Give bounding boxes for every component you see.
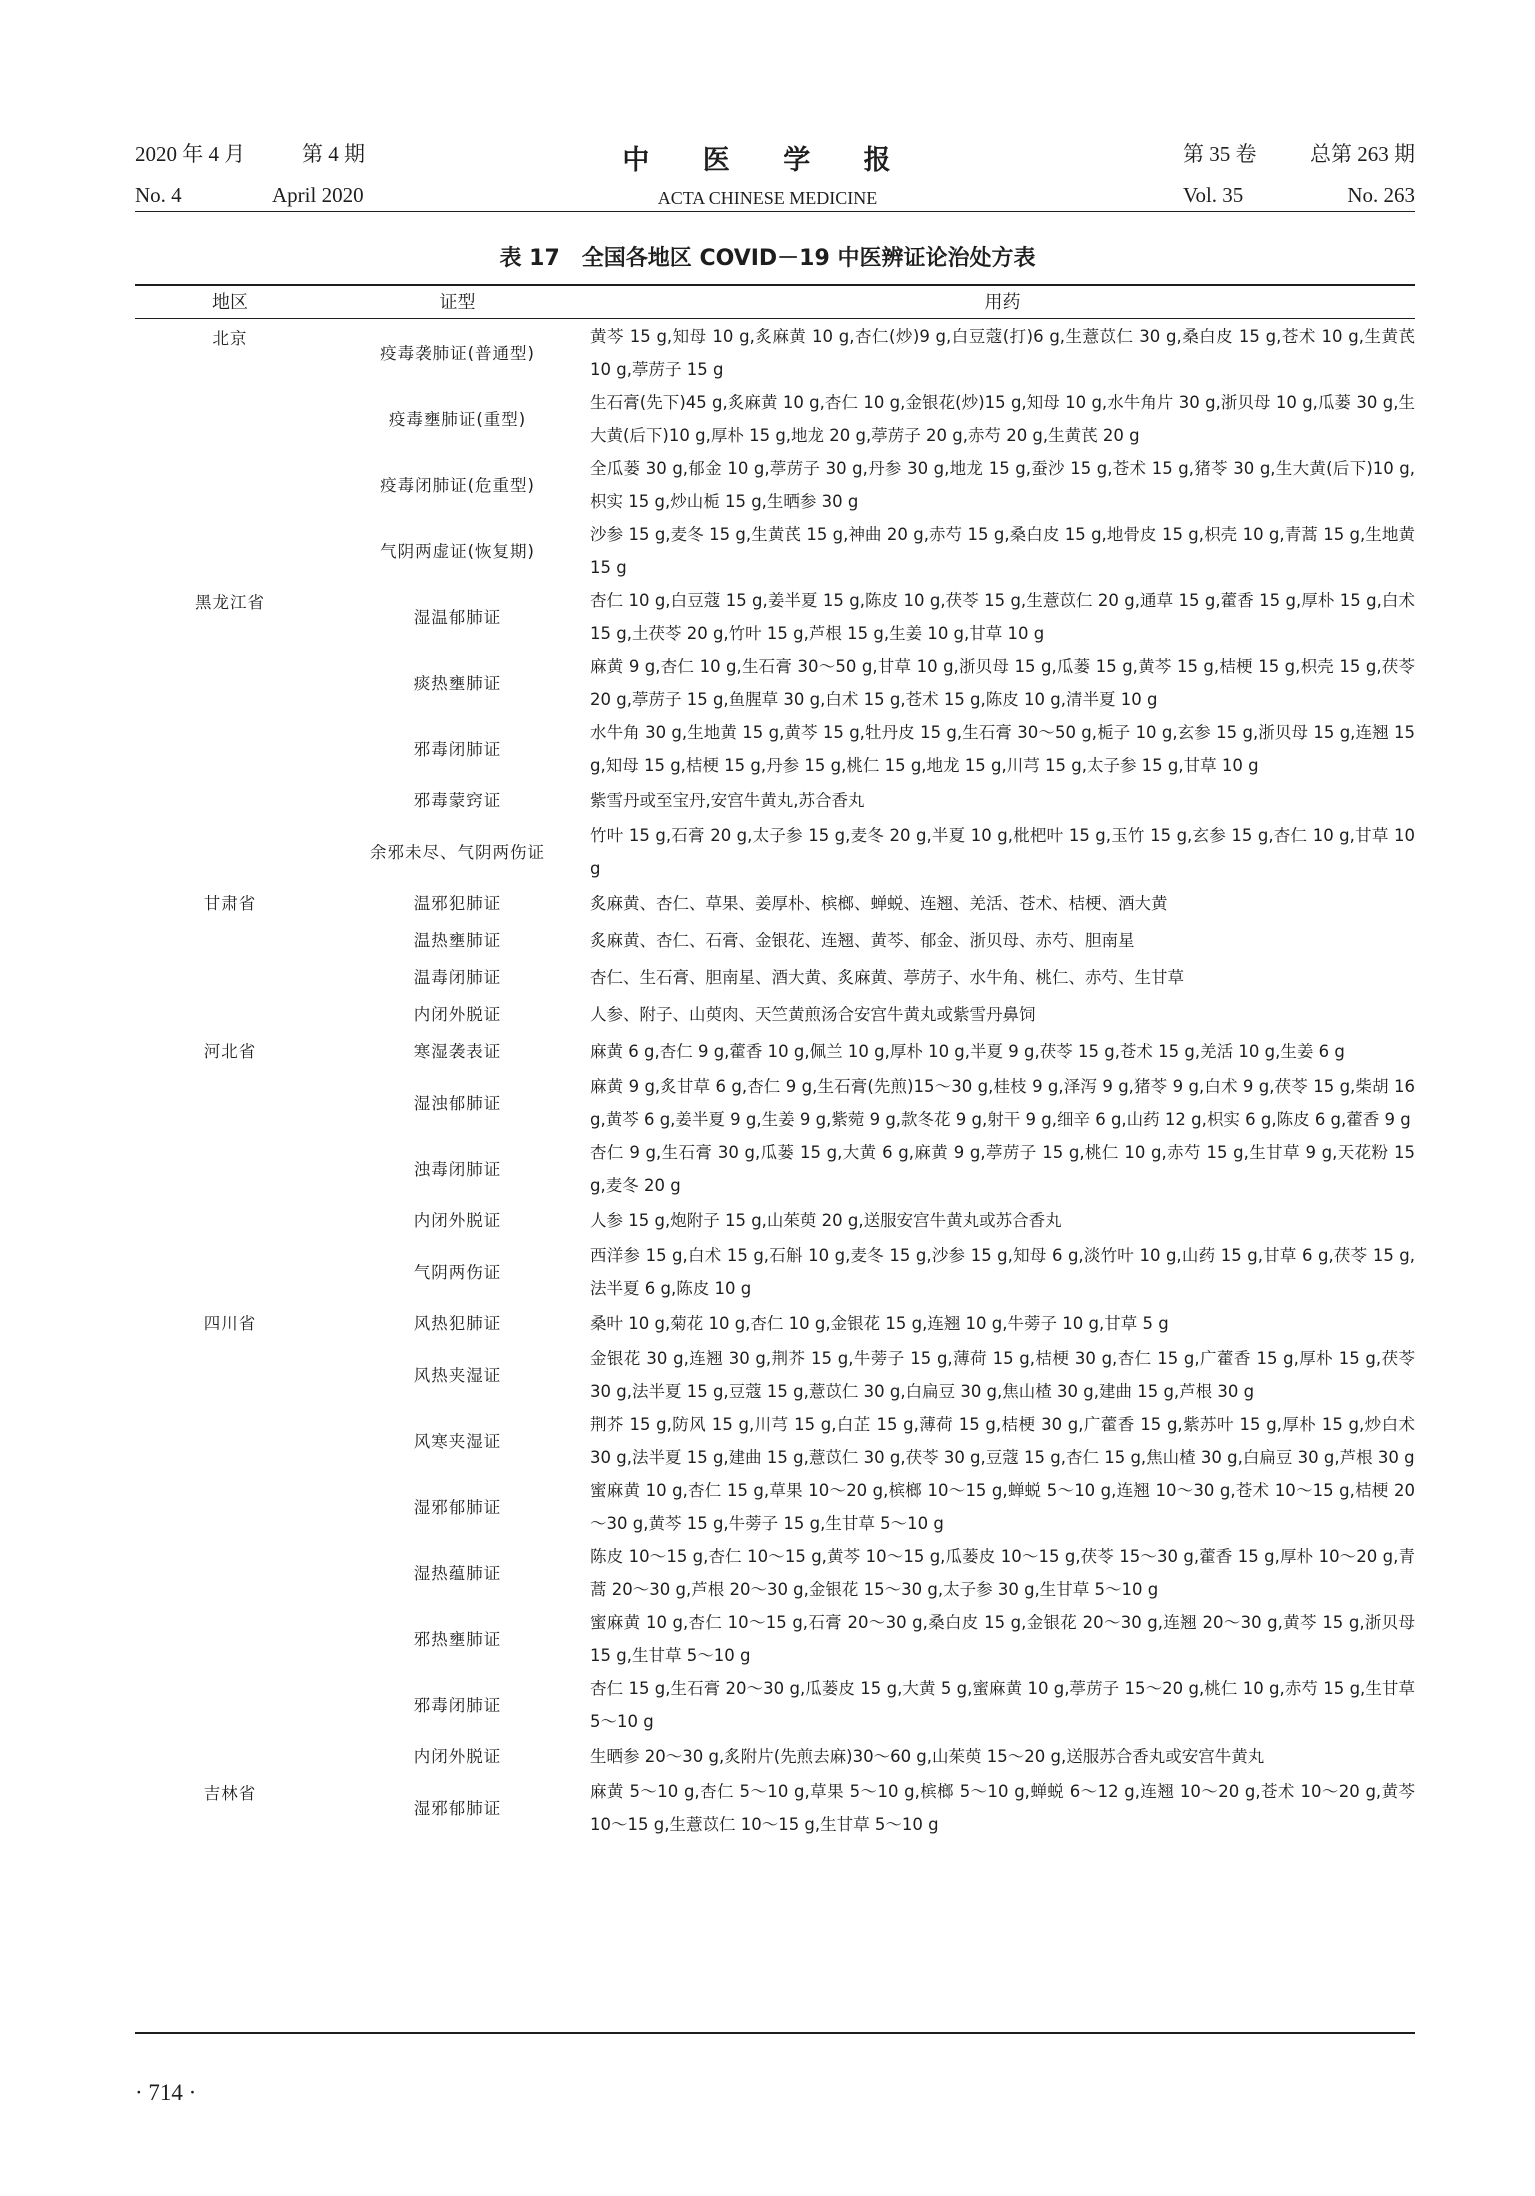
journal-subtitle: ACTA CHINESE MEDICINE xyxy=(657,188,878,208)
medicine-cell: 生晒参 20～30 g,炙附片(先煎去麻)30～60 g,山茱萸 15～20 g,送服苏合香丸或安宫牛黄丸 xyxy=(590,1747,1265,1766)
medicine-cell: 蜜麻黄 10 g,杏仁 15 g,草果 10～20 g,槟榔 10～15 g,蝉蜕 5～10 g,连翘 10～30 g,苍术 10～15 g,桔梗 20～30 g,黄芩 15 g,牛蒡子 15 g,生甘草 5～10 g xyxy=(590,1481,1415,1533)
table-body xyxy=(135,320,1415,1841)
table-row xyxy=(135,1474,1415,1540)
region-cell: 吉林省 xyxy=(203,1784,257,1803)
syndrome-cell: 内闭外脱证 xyxy=(413,1747,502,1766)
header-rule xyxy=(135,211,1415,212)
medicine-cell: 炙麻黄、杏仁、草果、姜厚朴、槟榔、蝉蜕、连翘、羌活、苍术、桔梗、酒大黄 xyxy=(590,894,1168,913)
medicine-cell: 杏仁、生石膏、胆南星、酒大黄、炙麻黄、葶苈子、水牛角、桃仁、赤芍、生甘草 xyxy=(590,968,1184,987)
table-row xyxy=(135,1540,1415,1606)
table-row xyxy=(135,584,1415,650)
column-header-medicine: 用药 xyxy=(984,292,1021,313)
syndrome-cell: 风热夹湿证 xyxy=(413,1365,502,1385)
table-row xyxy=(135,1606,1415,1672)
header-total-no-en: No. 263 xyxy=(1347,183,1415,207)
syndrome-cell: 内闭外脱证 xyxy=(413,1005,502,1024)
region-cell: 甘肃省 xyxy=(203,894,257,913)
table-header-rule xyxy=(135,318,1415,319)
medicine-cell: 炙麻黄、杏仁、石膏、金银花、连翘、黄芩、郁金、浙贝母、赤芍、胆南星 xyxy=(590,931,1135,950)
header-no-en: No. 4 xyxy=(135,183,182,207)
syndrome-cell: 邪毒闭肺证 xyxy=(413,1695,502,1715)
syndrome-cell: 浊毒闭肺证 xyxy=(413,1159,502,1179)
table-row xyxy=(135,1033,1415,1070)
table-caption: 表 17 全国各地区 COVID－19 中医辨证论治处方表 xyxy=(499,246,1036,271)
table-row xyxy=(135,1738,1415,1775)
table-row xyxy=(135,518,1415,584)
table-row xyxy=(135,1408,1415,1474)
medicine-cell: 水牛角 30 g,生地黄 15 g,黄芩 15 g,牡丹皮 15 g,生石膏 30～50 g,栀子 10 g,玄参 15 g,浙贝母 15 g,连翘 15 g,知母 15 g,桔梗 15 g,丹参 15 g,桃仁 15 g,地龙 15 g,川芎 15 g,太子参 15 g,甘草 10 g xyxy=(590,723,1415,775)
syndrome-cell: 风热犯肺证 xyxy=(413,1314,502,1333)
header-total-issue-cn: 总第 263 期 xyxy=(1310,142,1415,166)
table-row xyxy=(135,1775,1415,1841)
table-top-rule xyxy=(135,284,1415,286)
table-row xyxy=(135,716,1415,782)
syndrome-cell: 疫毒闭肺证(危重型) xyxy=(380,475,535,495)
region-cell: 河北省 xyxy=(203,1042,257,1061)
table-row xyxy=(135,1070,1415,1136)
syndrome-cell: 风寒夹湿证 xyxy=(413,1431,502,1451)
syndrome-cell: 余邪未尽、气阴两伤证 xyxy=(370,842,545,862)
table-row xyxy=(135,819,1415,885)
syndrome-cell: 温毒闭肺证 xyxy=(413,968,502,987)
medicine-cell: 西洋参 15 g,白术 15 g,石斛 10 g,麦冬 15 g,沙参 15 g,知母 6 g,淡竹叶 10 g,山药 15 g,甘草 6 g,茯苓 15 g,法半夏 6 g,陈皮 10 g xyxy=(590,1246,1415,1298)
medicine-cell: 杏仁 9 g,生石膏 30 g,瓜蒌 15 g,大黄 6 g,麻黄 9 g,葶苈子 15 g,桃仁 10 g,赤芍 15 g,生甘草 9 g,天花粉 15 g,麦冬 20 g xyxy=(590,1143,1415,1195)
medicine-cell: 麻黄 9 g,杏仁 10 g,生石膏 30～50 g,甘草 10 g,浙贝母 15 g,瓜蒌 15 g,黄芩 15 g,桔梗 15 g,枳壳 15 g,茯苓 20 g,葶苈子 15 g,鱼腥草 30 g,白术 15 g,苍术 15 g,陈皮 10 g,清半夏 10 g xyxy=(590,657,1415,709)
syndrome-cell: 内闭外脱证 xyxy=(413,1211,502,1230)
medicine-cell: 陈皮 10～15 g,杏仁 10～15 g,黄芩 10～15 g,瓜蒌皮 10～15 g,茯苓 15～30 g,藿香 15 g,厚朴 10～20 g,青蒿 20～30 g,芦根 20～30 g,金银花 15～30 g,太子参 30 g,生甘草 5～10 g xyxy=(590,1547,1415,1599)
syndrome-cell: 湿邪郁肺证 xyxy=(413,1497,502,1517)
table-row xyxy=(135,959,1415,996)
table-row xyxy=(135,1672,1415,1738)
syndrome-cell: 温热壅肺证 xyxy=(413,931,502,950)
medicine-cell: 桑叶 10 g,菊花 10 g,杏仁 10 g,金银花 15 g,连翘 10 g,牛蒡子 10 g,甘草 5 g xyxy=(590,1314,1169,1333)
header-volume-en: Vol. 35 xyxy=(1183,183,1244,207)
table-row xyxy=(135,320,1415,386)
syndrome-cell: 邪毒闭肺证 xyxy=(413,739,502,759)
syndrome-cell: 湿邪郁肺证 xyxy=(413,1798,502,1818)
syndrome-cell: 邪毒蒙窍证 xyxy=(413,791,502,810)
header-date-en: April 2020 xyxy=(272,183,364,207)
column-header-region: 地区 xyxy=(212,292,248,313)
medicine-cell: 紫雪丹或至宝丹,安宫牛黄丸,苏合香丸 xyxy=(590,791,865,810)
syndrome-cell: 气阴两虚证(恢复期) xyxy=(380,541,535,561)
medicine-cell: 全瓜蒌 30 g,郁金 10 g,葶苈子 30 g,丹参 30 g,地龙 15 g,蚕沙 15 g,苍术 15 g,猪苓 30 g,生大黄(后下)10 g,枳实 15 g,炒山栀 15 g,生晒参 30 g xyxy=(590,459,1415,511)
syndrome-cell: 痰热壅肺证 xyxy=(413,673,502,693)
medicine-cell: 麻黄 6 g,杏仁 9 g,藿香 10 g,佩兰 10 g,厚朴 10 g,半夏 9 g,茯苓 15 g,苍术 15 g,羌活 10 g,生姜 6 g xyxy=(590,1042,1345,1061)
medicine-cell: 人参、附子、山萸肉、天竺黄煎汤合安宫牛黄丸或紫雪丹鼻饲 xyxy=(590,1005,1036,1024)
syndrome-cell: 邪热壅肺证 xyxy=(413,1629,502,1649)
syndrome-cell: 湿热蕴肺证 xyxy=(413,1563,502,1583)
region-cell: 四川省 xyxy=(203,1314,257,1333)
table-row xyxy=(135,1342,1415,1408)
table-row xyxy=(135,1202,1415,1239)
syndrome-cell: 疫毒壅肺证(重型) xyxy=(388,409,527,429)
syndrome-cell: 疫毒袭肺证(普通型) xyxy=(380,343,535,363)
page-number: · 714 · xyxy=(135,2080,197,2105)
medicine-cell: 蜜麻黄 10 g,杏仁 10～15 g,石膏 20～30 g,桑白皮 15 g,金银花 20～30 g,连翘 20～30 g,黄芩 15 g,浙贝母 15 g,生甘草 5～10 g xyxy=(590,1613,1415,1665)
medicine-cell: 竹叶 15 g,石膏 20 g,太子参 15 g,麦冬 20 g,半夏 10 g,枇杷叶 15 g,玉竹 15 g,玄参 15 g,杏仁 10 g,甘草 10 g xyxy=(590,826,1415,878)
table-row xyxy=(135,782,1415,819)
syndrome-cell: 温邪犯肺证 xyxy=(413,894,502,913)
table-row xyxy=(135,1305,1415,1342)
region-cell: 黑龙江省 xyxy=(195,593,265,612)
region-cell: 北京 xyxy=(212,329,248,348)
table-bottom-rule xyxy=(135,2032,1415,2034)
syndrome-cell: 湿浊郁肺证 xyxy=(413,1093,502,1113)
header-issue-cn: 第 4 期 xyxy=(302,142,365,166)
medicine-cell: 金银花 30 g,连翘 30 g,荆芥 15 g,牛蒡子 15 g,薄荷 15 g,桔梗 30 g,杏仁 15 g,广藿香 15 g,厚朴 15 g,茯苓 30 g,法半夏 15 g,豆蔻 15 g,薏苡仁 30 g,白扁豆 30 g,焦山楂 30 g,建曲 15 g,芦根 30 g xyxy=(590,1349,1415,1401)
table-row xyxy=(135,650,1415,716)
table-row xyxy=(135,1136,1415,1202)
header-date-cn: 2020 年 4 月 xyxy=(135,142,246,166)
medicine-cell: 杏仁 15 g,生石膏 20～30 g,瓜蒌皮 15 g,大黄 5 g,蜜麻黄 10 g,葶苈子 15～20 g,桃仁 10 g,赤芍 15 g,生甘草 5～10 g xyxy=(590,1679,1415,1731)
table-row xyxy=(135,452,1415,518)
table-row xyxy=(135,885,1415,922)
table-row xyxy=(135,996,1415,1033)
medicine-cell: 荆芥 15 g,防风 15 g,川芎 15 g,白芷 15 g,薄荷 15 g,桔梗 30 g,广藿香 15 g,紫苏叶 15 g,厚朴 15 g,炒白术 30 g,法半夏 15 g,建曲 15 g,薏苡仁 30 g,茯苓 30 g,豆蔻 15 g,杏仁 15 g,焦山楂 30 g,白扁豆 30 g,芦根 30 g xyxy=(590,1415,1415,1467)
syndrome-cell: 湿温郁肺证 xyxy=(413,607,502,627)
table-row xyxy=(135,922,1415,959)
column-header-syndrome: 证型 xyxy=(439,292,476,313)
medicine-cell: 黄芩 15 g,知母 10 g,炙麻黄 10 g,杏仁(炒)9 g,白豆蔻(打)6 g,生薏苡仁 30 g,桑白皮 15 g,苍术 10 g,生黄芪 10 g,葶苈子 15 g xyxy=(590,327,1415,379)
syndrome-cell: 寒湿袭表证 xyxy=(413,1042,502,1061)
table-row xyxy=(135,1239,1415,1305)
table-row xyxy=(135,386,1415,452)
medicine-cell: 麻黄 5～10 g,杏仁 5～10 g,草果 5～10 g,槟榔 5～10 g,蝉蜕 6～12 g,连翘 10～20 g,苍术 10～20 g,黄芩 10～15 g,生薏苡仁 10～15 g,生甘草 5～10 g xyxy=(590,1782,1415,1834)
medicine-cell: 麻黄 9 g,炙甘草 6 g,杏仁 9 g,生石膏(先煎)15～30 g,桂枝 9 g,泽泻 9 g,猪苓 9 g,白术 9 g,茯苓 15 g,柴胡 16 g,黄芩 6 g,姜半夏 9 g,生姜 9 g,紫菀 9 g,款冬花 9 g,射干 9 g,细辛 6 g,山药 12 g,枳实 6 g,陈皮 6 g,藿香 9 g xyxy=(590,1077,1415,1129)
medicine-cell: 沙参 15 g,麦冬 15 g,生黄芪 15 g,神曲 20 g,赤芍 15 g,桑白皮 15 g,地骨皮 15 g,枳壳 10 g,青蒿 15 g,生地黄 15 g xyxy=(590,525,1415,577)
medicine-cell: 杏仁 10 g,白豆蔻 15 g,姜半夏 15 g,陈皮 10 g,茯苓 15 g,生薏苡仁 20 g,通草 15 g,藿香 15 g,厚朴 15 g,白术 15 g,土茯苓 20 g,竹叶 15 g,芦根 15 g,生姜 10 g,甘草 10 g xyxy=(590,591,1415,643)
syndrome-cell: 气阴两伤证 xyxy=(413,1262,502,1282)
journal-title: 中 医 学 报 xyxy=(622,145,913,176)
medicine-cell: 人参 15 g,炮附子 15 g,山茱萸 20 g,送服安宫牛黄丸或苏合香丸 xyxy=(590,1211,1062,1230)
medicine-cell: 生石膏(先下)45 g,炙麻黄 10 g,杏仁 10 g,金银花(炒)15 g,知母 10 g,水牛角片 30 g,浙贝母 10 g,瓜蒌 30 g,生大黄(后下)10 g,厚朴 15 g,地龙 20 g,葶苈子 20 g,赤芍 20 g,生黄芪 20 g xyxy=(590,393,1415,445)
header-volume-cn: 第 35 卷 xyxy=(1183,142,1257,166)
